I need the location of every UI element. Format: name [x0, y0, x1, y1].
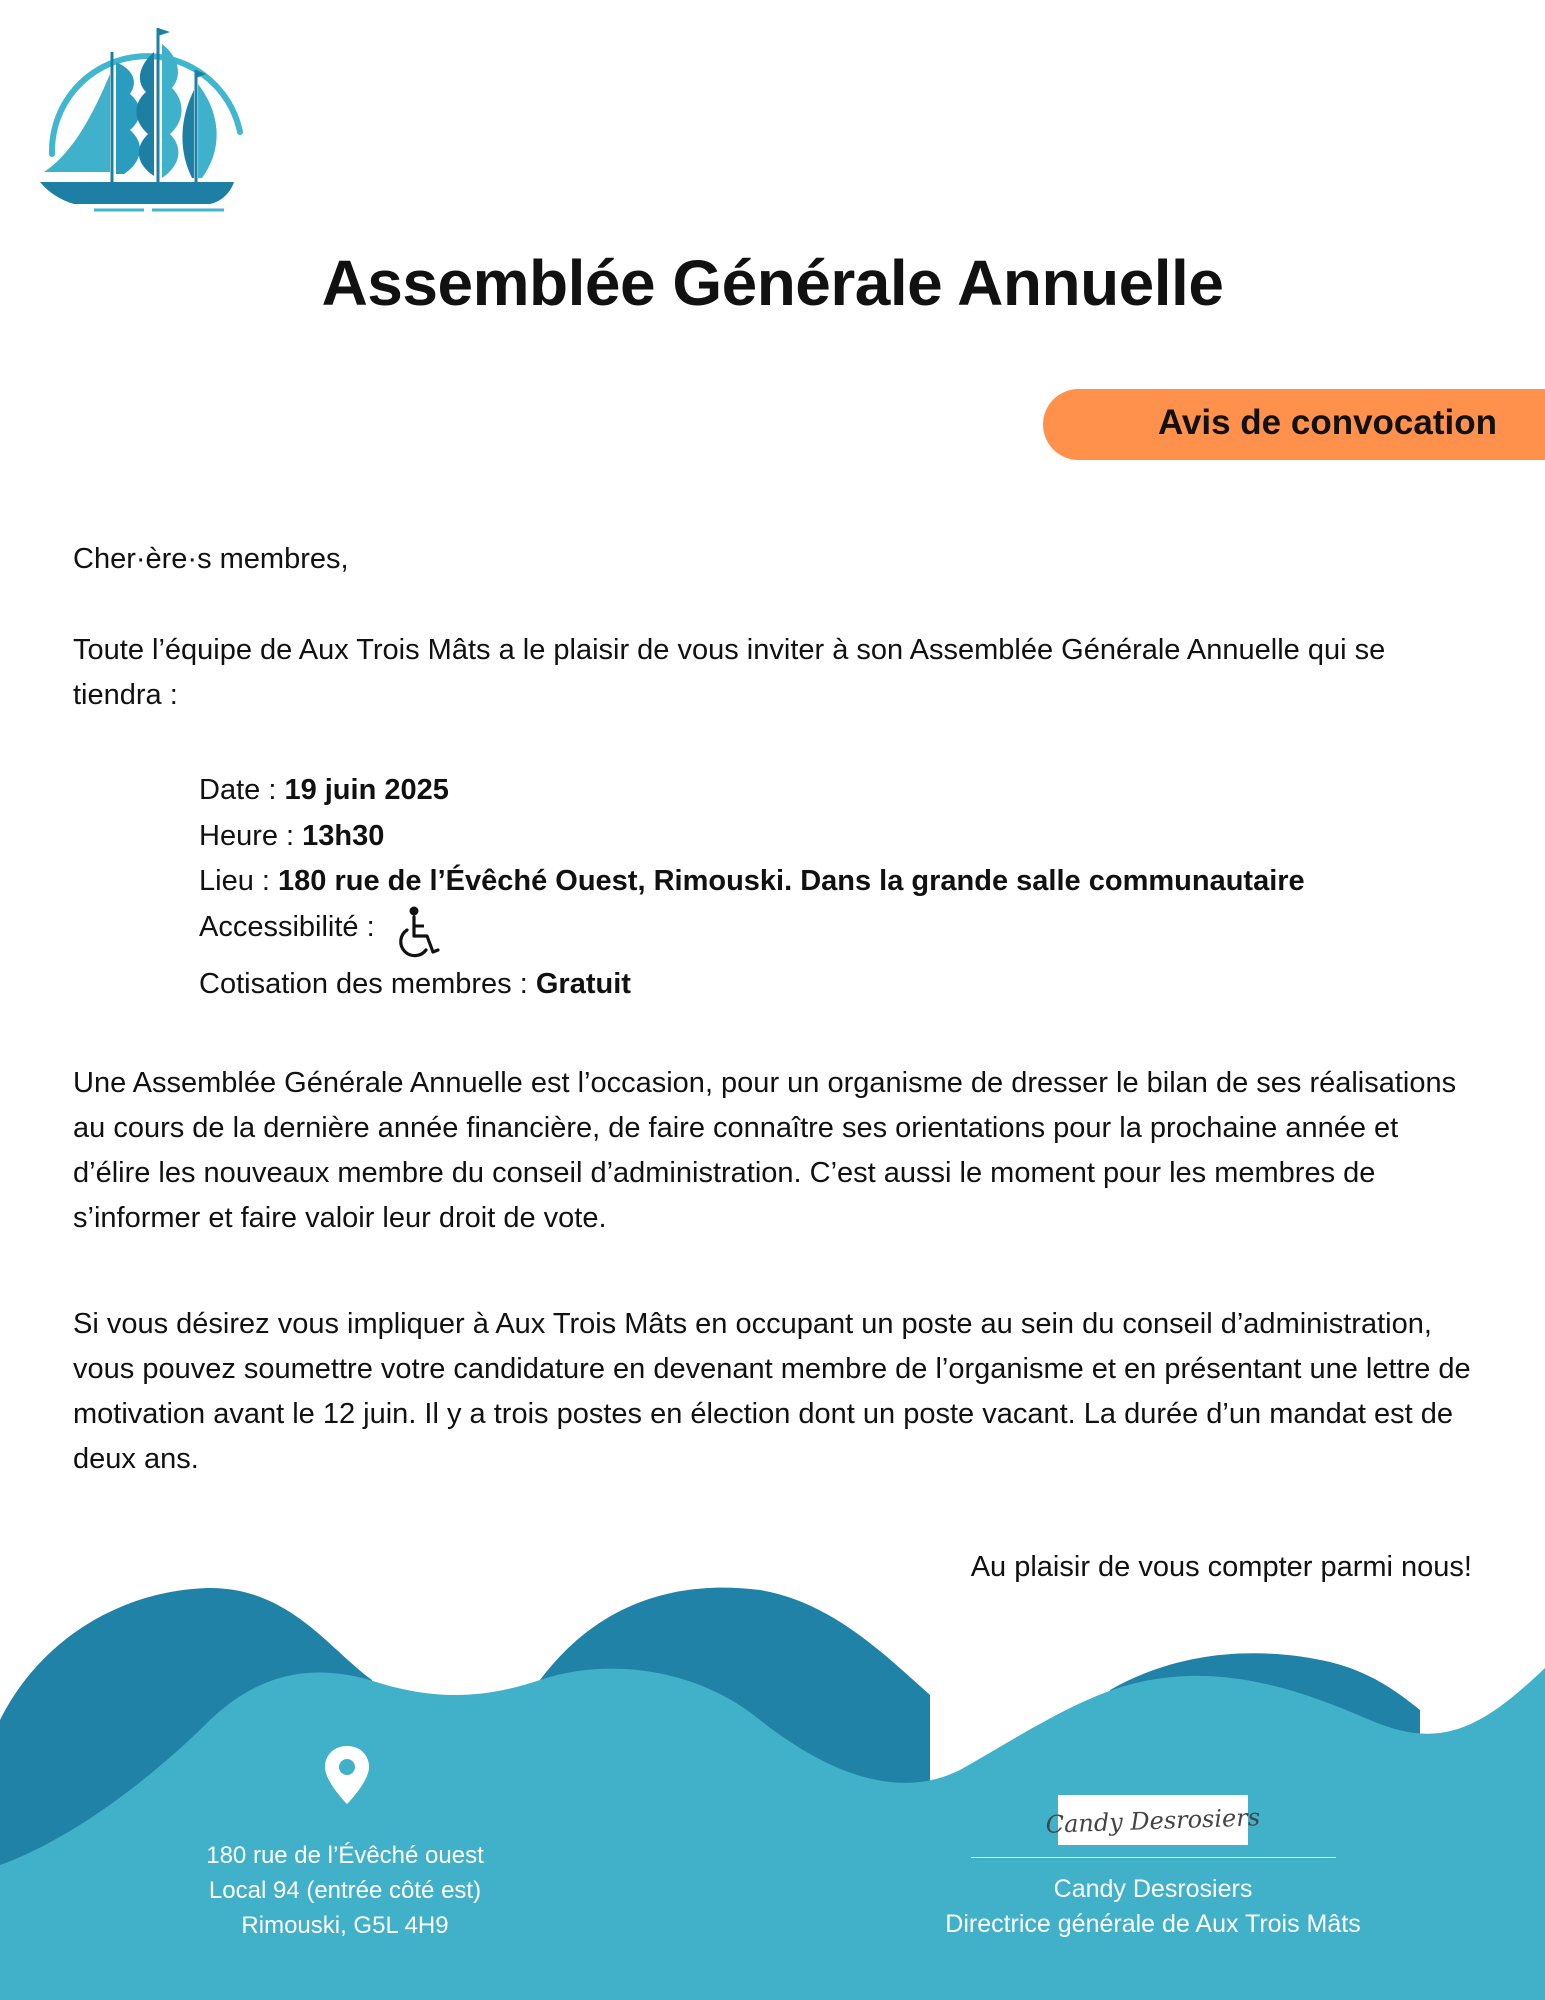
- address-line-1: 180 rue de l’Évêché ouest: [206, 1842, 484, 1869]
- signature-text: Candy Desrosiers: [1045, 1803, 1261, 1839]
- fee-value: Gratuit: [535, 967, 631, 1000]
- closing-line: Au plaisir de vous compter parmi nous!: [970, 1551, 1472, 1583]
- footer-address: [145, 1838, 545, 1943]
- notice-badge: [1043, 389, 1545, 460]
- page-title: Assemblée Générale Annuelle: [321, 247, 1224, 319]
- address-line-2: Local 94 (entrée côté est): [208, 1877, 482, 1904]
- candidacy-paragraph: Si vous désirez vous impliquer à Aux Trois Mâts en occupant un poste au sein du conseil d’administration, vous pouvez soumettre votre candidature en devenant membre de l’organisme et en présentant une lettre de motivation avant le 12 juin. Il y a trois postes en élection dont un poste vacant. La durée d’un mandat est de deux ans.: [73, 1308, 1471, 1475]
- purpose-paragraph: Une Assemblée Générale Annuelle est l’occasion, pour un organisme de dresser le bilan de ses réalisations au cours de la dernière année financière, de faire connaître ses orientations pour la prochaine année et d’élire les nouveaux membre du conseil d’administration. C’est aussi le moment pour les membres de s’informer et faire valoir leur droit de vote.: [73, 1067, 1457, 1234]
- badge-label: Avis de convocation: [1157, 403, 1497, 442]
- time-value: 13h30: [302, 819, 385, 852]
- intro-paragraph: Toute l’équipe de Aux Trois Mâts a le plaisir de vous inviter à son Assemblée Générale Annuelle qui se tiendra :: [73, 634, 1386, 711]
- signer-role: Directrice générale de Aux Trois Mâts: [945, 1910, 1361, 1938]
- time-label: Heure :: [199, 819, 303, 852]
- signer-block: [903, 1872, 1403, 1942]
- handwritten-signature: [1045, 1795, 1261, 1845]
- fee-label: Cotisation des membres :: [199, 967, 536, 1000]
- signature-line: [971, 1857, 1336, 1858]
- address-line-3: Rimouski, G5L 4H9: [241, 1912, 449, 1939]
- wheelchair-icon: [393, 906, 439, 962]
- fee-row: [199, 962, 1305, 1008]
- map-pin-icon: [322, 1744, 372, 1806]
- accessibility-row: [199, 905, 1305, 962]
- greeting: Cher·ère·s membres,: [73, 543, 349, 575]
- place-row: [199, 859, 1305, 905]
- date-value: 19 juin 2025: [284, 774, 449, 806]
- date-label: Date :: [199, 774, 285, 806]
- date-row: [199, 768, 1305, 814]
- signer-name: Candy Desrosiers: [1053, 1875, 1253, 1903]
- ship-icon: [34, 22, 248, 212]
- time-row: [199, 814, 1305, 860]
- sailing-ship-logo: [34, 22, 248, 212]
- place-label: Lieu :: [199, 865, 278, 897]
- accessibility-label: Accessibilité :: [199, 910, 383, 943]
- place-value: 180 rue de l’Évêché Ouest, Rimouski. Dans la grande salle communautaire: [278, 865, 1305, 897]
- event-details: [199, 768, 1305, 1007]
